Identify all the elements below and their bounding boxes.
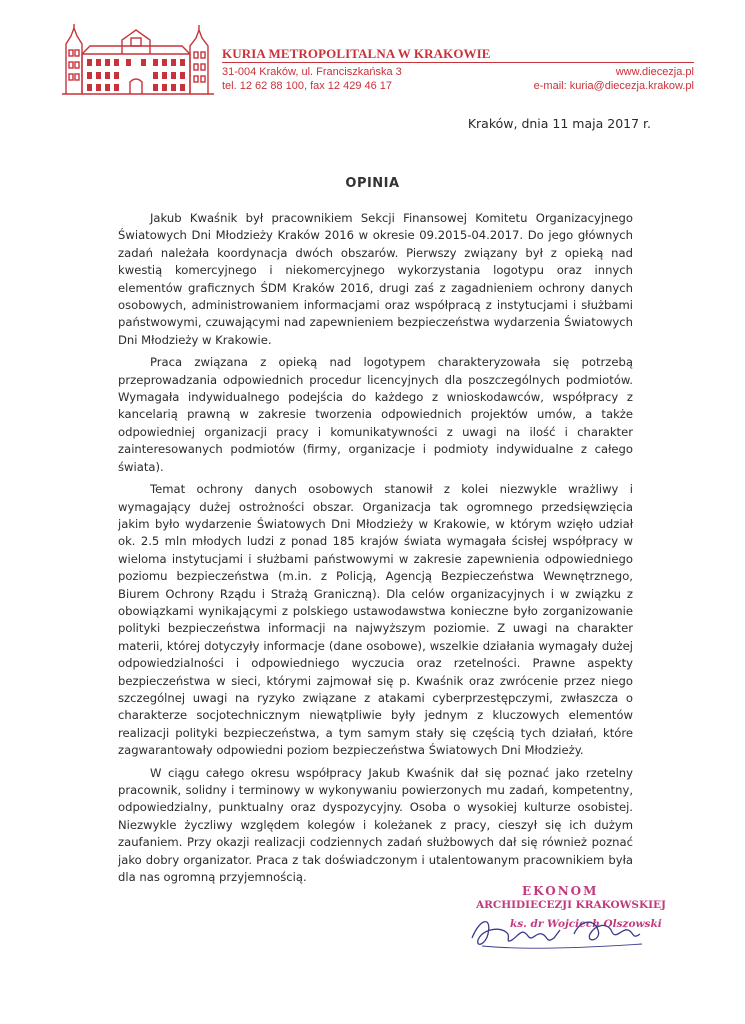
organization-address: 31-004 Kraków, ul. Franciszkańska 3: [222, 66, 402, 78]
body-paragraph: Praca związana z opieką nad logotypem charakteryzowała się potrzebą przeprowadzania odpowiednich procedur licencyjnych dla poszczególnych podmiotów. Wymagała indywidualnego podejścia do każdego z wnioskodawców, współpracy z kancelarią prawną w zakresie tworzenia odpowiednich projektów umów, a także odpowiedniej organizacji pracy i komunikatywności z uwagi na ilość i charakter zainteresowanych podmiotów (firmy, organizacje i podmioty indywidualne z całego świata).: [118, 355, 633, 474]
organization-phone: tel. 12 62 88 100, fax 12 429 46 17: [222, 80, 393, 92]
organization-email: e-mail: kuria@diecezja.krakow.pl: [533, 80, 694, 92]
handwritten-signature: [462, 900, 662, 960]
curia-building-logo: [60, 22, 218, 98]
body-paragraph: Temat ochrony danych osobowych stanowił z kolei niezwykle wrażliwy i wymagający dużej ostrożności obszar. Organizacja tak ogromnego przedsięwzięcia jakim było wydarzenie Światowych Dni Młodzieży w Krakowie, w którym wzięło udział ok. 2.5 mln młodych ludzi z ponad 185 krajów świata wymagała ścisłej współpracy w wieloma instytucjami i służbami państwowymi w zakresie zapewnienia odpowiedniego poziomu bezpieczeństwa (m.in. z Policją, Agencją Bezpieczeństwa Wewnętrznego, Biurem Ochrony Rządu i Strażą Graniczną). Dla celów organizacyjnych i w związku z obowiązkami wynikającymi z polskiego ustawodawstwa konieczne było zorganizowanie polityki bezpieczeństwa informacji na najwyższym poziomie. Z uwagi na charakter materii, której dotyczyły informacje (dane osobowe), wszelkie działania wymagały dużej odpowiedzialności i odpowiedniego wyczucia oraz rzetelności. Prawne aspekty bezpieczeństwa w sieci, którymi zajmował się p. Kwaśnik oraz zwrócenie przez niego szczególnej uwagi na ryzyko związane z atakami cyberprzestępczymi, zwłaszcza o charakterze socjotechnicznym niewątpliwie były jednym z kluczowych elementów realizacji polityki bezpieczeństwa, a tym samym stały się częścią tych działań, które zagwarantowały odpowiedni poziom bezpieczeństwa Światowych Dni Młodzieży.: [118, 482, 633, 758]
organization-website: www.diecezja.pl: [615, 66, 694, 78]
body-paragraph: Jakub Kwaśnik był pracownikiem Sekcji Finansowej Komitetu Organizacyjnego Światowych Dni Młodzieży Kraków 2016 w okresie 09.2015-04.2017. Do jego głównych zadań należała koordynacja dwóch obszarów. Pierwszy związany był z opieką nad kwestią komercyjnego i niekomercyjnego wykorzystania logotypu oraz innych elementów graficznych ŚDM Kraków 2016, drugi zaś z zagadnieniem ochrony danych osobowych, administrowaniem informacjami oraz współpracą z instytucjami i służbami państwowymi, czuwającymi nad zapewnieniem bezpieczeństwa wydarzenia Światowych Dni Młodzieży w Krakowie.: [118, 211, 633, 347]
stamp-institution: ARCHIDIECEZJI KRAKOWSKIEJ: [476, 899, 667, 911]
letterhead-divider: [222, 62, 694, 63]
body-paragraph: W ciągu całego okresu współpracy Jakub Kwaśnik dał się poznać jako rzetelny pracownik, solidny i terminowy w wykonywaniu powierzonych mu zadań, kompetentny, odpowiedzialny, punktualny oraz dyspozycyjny. Osoba o wysokiej kulturze osobistej. Niezwykle życzliwy względem kolegów i koleżanek z pracy, cieszył się ich dużym zaufaniem. Przy okazji realizacji codziennych zadań służbowych dał się również poznać jako dobry organizator. Praca z tak doświadczonym i utalentowanym pracownikiem była dla nas ogromną przyjemnością.: [118, 765, 633, 885]
letter-body: [118, 210, 633, 891]
organization-name: KURIA METROPOLITALNA W KRAKOWIE: [222, 46, 491, 61]
stamp-title: EKONOM: [522, 884, 599, 898]
stamp-person: ks. dr Wojciech Olszowski: [510, 918, 662, 930]
document-title: OPINIA: [345, 176, 400, 191]
letter-date: Kraków, dnia 11 maja 2017 r.: [467, 116, 651, 131]
